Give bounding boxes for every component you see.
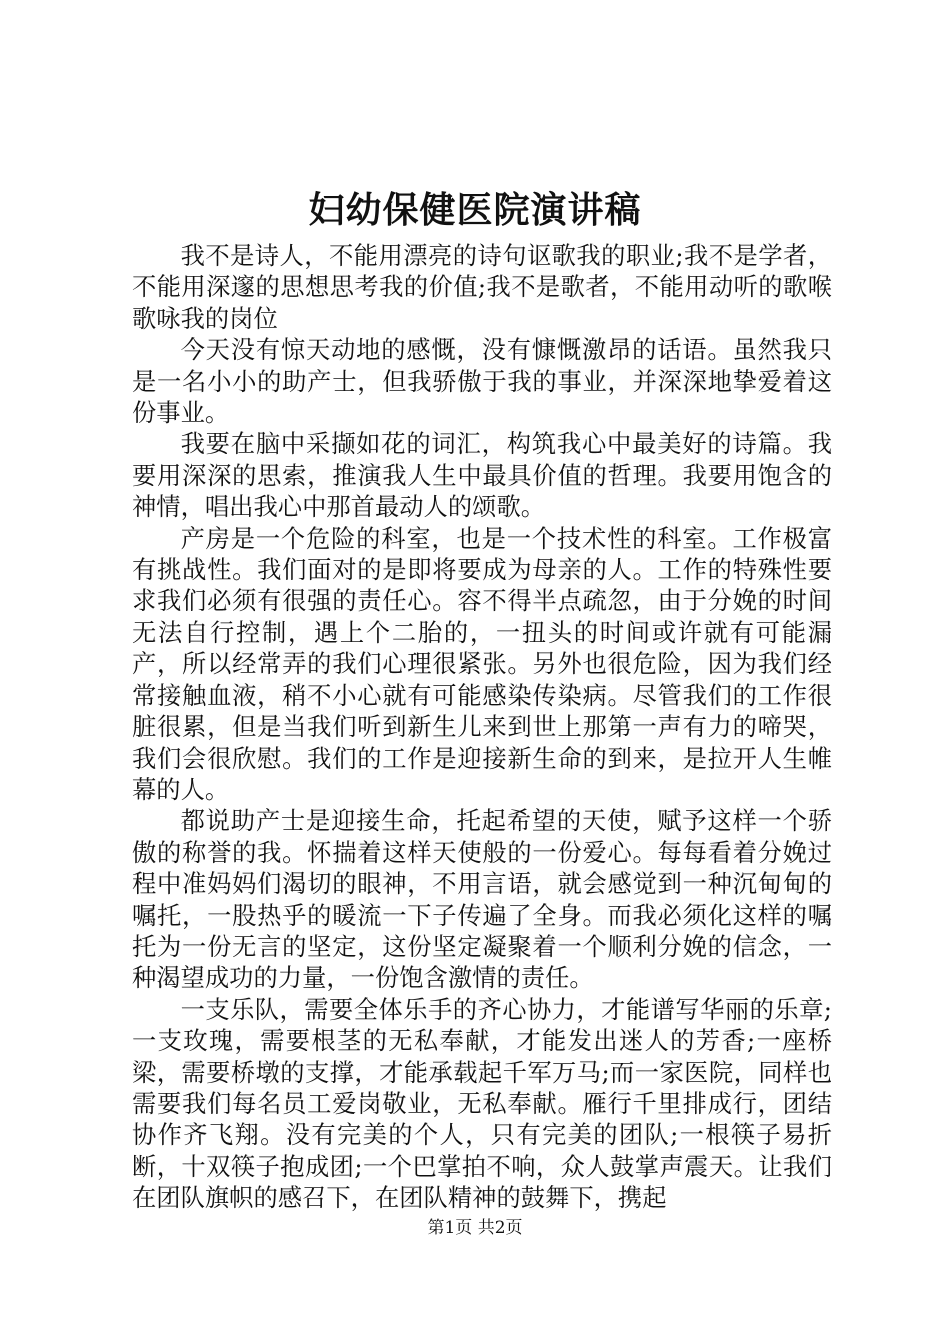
paragraph: 产房是一个危险的科室，也是一个技术性的科室。工作极富有挑战性。我们面对的是即将要成为母亲的人。工作的特殊性要求我们必须有很强的责任心。容不得半点疏忽，由于分娩的时间无法自行控制，遇上个二胎的，一扭头的时间或许就有可能漏产，所以经常弄的我们心理很紧张。另外也很危险，因为我们经常接触血液，稍不小心就有可能感染传染病。尽管我们的工作很脏很累，但是当我们听到新生儿来到世上那第一声有力的啼哭，我们会很欣慰。我们的工作是迎接新生命的到来，是拉开人生帷幕的人。	[132, 523, 832, 804]
paragraph: 我不是诗人，不能用漂亮的诗句讴歌我的职业;我不是学者，不能用深邃的思想思考我的价值;我不是歌者，不能用动听的歌喉歌咏我的岗位	[132, 241, 832, 333]
page-title: 妇幼保健医院演讲稿	[308, 189, 642, 231]
paragraph: 我要在脑中采撷如花的词汇，构筑我心中最美好的诗篇。我要用深深的思索，推演我人生中最具价值的哲理。我要用饱含的神情，唱出我心中那首最动人的颂歌。	[132, 429, 832, 522]
document-body	[132, 240, 832, 1214]
paragraph: 一支乐队，需要全体乐手的齐心协力，才能谱写华丽的乐章;一支玫瑰，需要根茎的无私奉献，才能发出迷人的芳香;一座桥梁，需要桥墩的支撑，才能承载起千军万马;而一家医院，同样也需要我们每名员工爱岗敬业，无私奉献。雁行千里排成行，团结协作齐飞翔。没有完美的个人，只有完美的团队;一根筷子易折断，十双筷子抱成团;一个巴掌拍不响，众人鼓掌声震天。让我们在团队旗帜的感召下，在团队精神的鼓舞下，携起	[132, 994, 832, 1213]
paragraph: 今天没有惊天动地的感慨，没有慷慨激昂的话语。虽然我只是一名小小的助产士，但我骄傲于我的事业，并深深地挚爱着这份事业。	[132, 335, 832, 428]
paragraph: 都说助产士是迎接生命，托起希望的天使，赋予这样一个骄傲的称誉的我。怀揣着这样天使般的一份爱心。每每看着分娩过程中准妈妈们渴切的眼神，不用言语，就会感觉到一种沉甸甸的嘱托，一股热乎的暖流一下子传遍了全身。而我必须化这样的嘱托为一份无言的坚定，这份坚定凝聚着一个顺利分娩的信念，一种渴望成功的力量，一份饱含激情的责任。	[132, 806, 832, 993]
page-number-footer: 第1页 共2页	[427, 1218, 523, 1238]
